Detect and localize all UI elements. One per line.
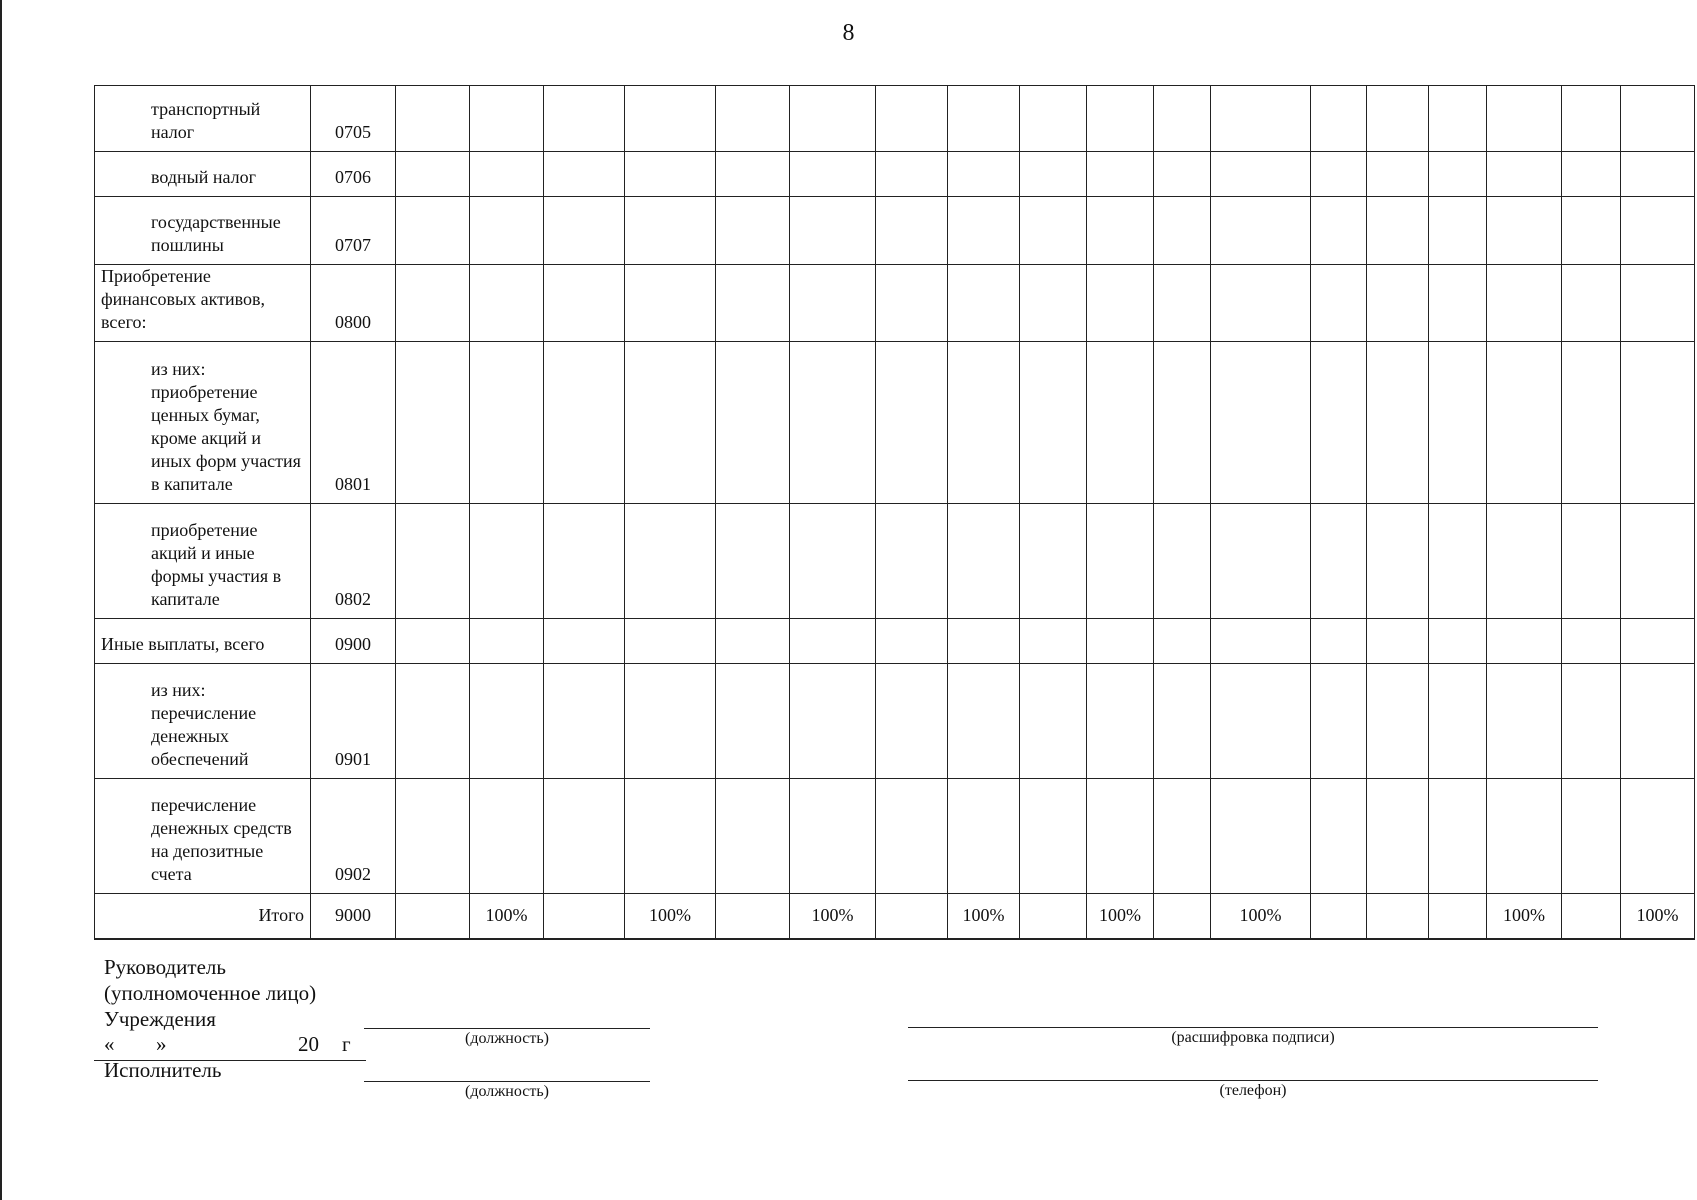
table-cell[interactable] bbox=[1429, 779, 1487, 894]
table-cell[interactable] bbox=[948, 779, 1020, 894]
budget-table bbox=[94, 85, 1695, 940]
table-cell[interactable] bbox=[1087, 619, 1154, 664]
table-cell[interactable] bbox=[625, 342, 716, 504]
table-cell[interactable] bbox=[1562, 664, 1621, 779]
table-cell[interactable] bbox=[1154, 265, 1211, 342]
table-cell[interactable] bbox=[1367, 504, 1429, 619]
date-year-suffix: г bbox=[342, 1032, 351, 1056]
table-cell[interactable] bbox=[716, 504, 790, 619]
total-cell[interactable]: 100% bbox=[470, 894, 544, 939]
row-code: 0900 bbox=[311, 619, 396, 664]
table-cell[interactable] bbox=[1020, 86, 1087, 152]
total-row bbox=[95, 894, 1695, 939]
table-cell[interactable] bbox=[1487, 779, 1562, 894]
table-cell[interactable] bbox=[948, 152, 1020, 197]
executor-phone-caption: (телефон) bbox=[1219, 1082, 1287, 1099]
table-cell[interactable] bbox=[1087, 152, 1154, 197]
table-row bbox=[95, 342, 1695, 504]
table-cell[interactable] bbox=[1367, 86, 1429, 152]
row-label: Иные выплаты, всего bbox=[95, 619, 311, 664]
total-cell[interactable] bbox=[1311, 894, 1367, 939]
table-cell[interactable] bbox=[948, 619, 1020, 664]
table-cell[interactable] bbox=[1211, 342, 1311, 504]
table-cell[interactable] bbox=[948, 504, 1020, 619]
date-year-prefix: 20 bbox=[298, 1032, 319, 1056]
table-cell[interactable] bbox=[1211, 664, 1311, 779]
table-cell[interactable] bbox=[1311, 619, 1367, 664]
table-cell[interactable] bbox=[716, 265, 790, 342]
table-cell[interactable] bbox=[716, 619, 790, 664]
table-cell[interactable] bbox=[1487, 152, 1562, 197]
row-code: 0800 bbox=[311, 265, 396, 342]
head-position-line[interactable] bbox=[364, 1028, 650, 1029]
executor-position-line[interactable] bbox=[364, 1081, 650, 1082]
table-cell[interactable] bbox=[1311, 664, 1367, 779]
table-cell[interactable] bbox=[1154, 86, 1211, 152]
total-cell[interactable] bbox=[876, 894, 948, 939]
table-cell[interactable] bbox=[1621, 664, 1695, 779]
table-cell[interactable] bbox=[1087, 664, 1154, 779]
table-cell[interactable] bbox=[1087, 342, 1154, 504]
table-cell[interactable] bbox=[1367, 779, 1429, 894]
table-cell[interactable] bbox=[625, 152, 716, 197]
table-cell[interactable] bbox=[1087, 265, 1154, 342]
total-cell[interactable] bbox=[1154, 894, 1211, 939]
table-cell[interactable] bbox=[470, 779, 544, 894]
table-cell[interactable] bbox=[1487, 265, 1562, 342]
table-cell[interactable] bbox=[625, 265, 716, 342]
table-cell[interactable] bbox=[396, 86, 470, 152]
table-cell[interactable] bbox=[470, 265, 544, 342]
table-cell[interactable] bbox=[1487, 664, 1562, 779]
table-cell[interactable] bbox=[1562, 619, 1621, 664]
row-code: 0902 bbox=[311, 779, 396, 894]
table-cell[interactable] bbox=[790, 265, 876, 342]
table-cell[interactable] bbox=[716, 779, 790, 894]
table-cell[interactable] bbox=[1020, 664, 1087, 779]
table-cell[interactable] bbox=[1562, 342, 1621, 504]
total-cell[interactable] bbox=[1562, 894, 1621, 939]
row-label: приобретение акций и иные формы участия в капитале bbox=[95, 504, 311, 619]
table-cell[interactable] bbox=[1311, 342, 1367, 504]
total-cell[interactable]: 100% bbox=[625, 894, 716, 939]
table-cell[interactable] bbox=[1562, 197, 1621, 265]
total-cell[interactable] bbox=[1429, 894, 1487, 939]
table-cell[interactable] bbox=[1154, 197, 1211, 265]
table-cell[interactable] bbox=[1562, 152, 1621, 197]
total-cell[interactable] bbox=[1020, 894, 1087, 939]
table-cell[interactable] bbox=[1154, 152, 1211, 197]
row-code: 0706 bbox=[311, 152, 396, 197]
table-cell[interactable] bbox=[1311, 152, 1367, 197]
table-cell[interactable] bbox=[1562, 86, 1621, 152]
total-cell[interactable] bbox=[1367, 894, 1429, 939]
table-row bbox=[95, 664, 1695, 779]
table-cell[interactable] bbox=[544, 197, 625, 265]
table-cell[interactable] bbox=[1087, 86, 1154, 152]
total-cell[interactable]: 100% bbox=[1487, 894, 1562, 939]
table-cell[interactable] bbox=[1367, 197, 1429, 265]
table-cell[interactable] bbox=[716, 152, 790, 197]
table-cell[interactable] bbox=[948, 197, 1020, 265]
table-cell[interactable] bbox=[1311, 86, 1367, 152]
date-line[interactable] bbox=[94, 1032, 366, 1061]
table-cell[interactable] bbox=[790, 197, 876, 265]
table-cell[interactable] bbox=[876, 342, 948, 504]
table-cell[interactable] bbox=[716, 342, 790, 504]
table-cell[interactable] bbox=[1087, 779, 1154, 894]
table-cell[interactable] bbox=[1429, 342, 1487, 504]
table-cell[interactable] bbox=[625, 86, 716, 152]
table-cell[interactable] bbox=[396, 664, 470, 779]
table-cell[interactable] bbox=[1429, 86, 1487, 152]
table-cell[interactable] bbox=[544, 152, 625, 197]
head-label: Руководитель (уполномоченное лицо) Учреждения bbox=[104, 955, 317, 1031]
table-cell[interactable] bbox=[1621, 619, 1695, 664]
table-cell[interactable] bbox=[396, 152, 470, 197]
total-cell[interactable]: 100% bbox=[948, 894, 1020, 939]
table-row bbox=[95, 504, 1695, 619]
table-row bbox=[95, 265, 1695, 342]
table-cell[interactable] bbox=[1367, 265, 1429, 342]
table-cell[interactable] bbox=[716, 664, 790, 779]
table-cell[interactable] bbox=[396, 504, 470, 619]
table-cell[interactable] bbox=[470, 86, 544, 152]
table-cell[interactable] bbox=[1311, 265, 1367, 342]
table-cell[interactable] bbox=[396, 342, 470, 504]
table-cell[interactable] bbox=[625, 504, 716, 619]
date-open-quote: « bbox=[104, 1032, 115, 1056]
row-label: перечисление денежных средств на депозитные счета bbox=[95, 779, 311, 894]
table-cell[interactable] bbox=[625, 779, 716, 894]
page-number: 8 bbox=[842, 20, 855, 46]
table-cell[interactable] bbox=[1211, 619, 1311, 664]
total-cell[interactable]: 100% bbox=[1621, 894, 1695, 939]
table-row bbox=[95, 86, 1695, 152]
table-cell[interactable] bbox=[1311, 197, 1367, 265]
total-cell[interactable]: 100% bbox=[1211, 894, 1311, 939]
table-cell[interactable] bbox=[1211, 779, 1311, 894]
table-cell[interactable] bbox=[790, 86, 876, 152]
table-cell[interactable] bbox=[544, 619, 625, 664]
table-cell[interactable] bbox=[876, 265, 948, 342]
table-cell[interactable] bbox=[396, 619, 470, 664]
table-cell[interactable] bbox=[876, 86, 948, 152]
table-cell[interactable] bbox=[470, 197, 544, 265]
table-row bbox=[95, 619, 1695, 664]
table-cell[interactable] bbox=[1367, 342, 1429, 504]
row-label: транспортный налог bbox=[95, 86, 311, 152]
date-close-quote: » bbox=[156, 1032, 167, 1056]
table-cell[interactable] bbox=[1621, 779, 1695, 894]
table-cell[interactable] bbox=[948, 342, 1020, 504]
table-cell[interactable] bbox=[790, 342, 876, 504]
table-cell[interactable] bbox=[1562, 265, 1621, 342]
row-label: водный налог bbox=[95, 152, 311, 197]
total-cell[interactable] bbox=[716, 894, 790, 939]
row-label: из них: приобретение ценных бумаг, кроме акций и иных форм участия в капитале bbox=[95, 342, 311, 504]
table-cell[interactable] bbox=[876, 664, 948, 779]
row-label: из них: перечисление денежных обеспечений bbox=[95, 664, 311, 779]
table-cell[interactable] bbox=[1311, 504, 1367, 619]
table-cell[interactable] bbox=[470, 152, 544, 197]
total-code: 9000 bbox=[311, 894, 396, 939]
head-decode-caption: (расшифровка подписи) bbox=[1171, 1029, 1335, 1046]
table-row bbox=[95, 779, 1695, 894]
table-cell[interactable] bbox=[1211, 152, 1311, 197]
table-cell[interactable] bbox=[1487, 342, 1562, 504]
table-cell[interactable] bbox=[1367, 619, 1429, 664]
table-cell[interactable] bbox=[625, 197, 716, 265]
table-cell[interactable] bbox=[1621, 152, 1695, 197]
executor-phone-line[interactable] bbox=[908, 1080, 1598, 1081]
table-cell[interactable] bbox=[625, 664, 716, 779]
table-cell[interactable] bbox=[1020, 152, 1087, 197]
table-cell[interactable] bbox=[790, 152, 876, 197]
table-cell[interactable] bbox=[1621, 86, 1695, 152]
row-code: 0901 bbox=[311, 664, 396, 779]
table-cell[interactable] bbox=[876, 779, 948, 894]
table-cell[interactable] bbox=[948, 664, 1020, 779]
row-code: 0801 bbox=[311, 342, 396, 504]
table-cell[interactable] bbox=[1429, 197, 1487, 265]
table-cell[interactable] bbox=[1429, 265, 1487, 342]
table-cell[interactable] bbox=[716, 86, 790, 152]
table-cell[interactable] bbox=[1487, 197, 1562, 265]
table-cell[interactable] bbox=[470, 504, 544, 619]
table-cell[interactable] bbox=[470, 619, 544, 664]
table-cell[interactable] bbox=[1020, 265, 1087, 342]
table-cell[interactable] bbox=[396, 265, 470, 342]
table-cell[interactable] bbox=[876, 197, 948, 265]
table-cell[interactable] bbox=[1621, 265, 1695, 342]
table-cell[interactable] bbox=[1087, 197, 1154, 265]
table-cell[interactable] bbox=[544, 504, 625, 619]
table-cell[interactable] bbox=[1367, 152, 1429, 197]
table-cell[interactable] bbox=[1367, 664, 1429, 779]
row-label: государственные пошлины bbox=[95, 197, 311, 265]
table-cell[interactable] bbox=[1020, 504, 1087, 619]
table-cell[interactable] bbox=[1154, 342, 1211, 504]
table-cell[interactable] bbox=[1020, 342, 1087, 504]
table-cell[interactable] bbox=[544, 265, 625, 342]
head-decode-line[interactable] bbox=[908, 1027, 1598, 1028]
table-cell[interactable] bbox=[544, 664, 625, 779]
row-code: 0707 bbox=[311, 197, 396, 265]
table-cell[interactable] bbox=[1487, 504, 1562, 619]
total-label: Итого bbox=[95, 894, 311, 939]
table-cell[interactable] bbox=[716, 197, 790, 265]
table-cell[interactable] bbox=[1211, 86, 1311, 152]
table-cell[interactable] bbox=[470, 664, 544, 779]
table-row bbox=[95, 197, 1695, 265]
table-cell[interactable] bbox=[544, 342, 625, 504]
table-cell[interactable] bbox=[1154, 779, 1211, 894]
table-cell[interactable] bbox=[396, 197, 470, 265]
table-cell[interactable] bbox=[1020, 619, 1087, 664]
table-cell[interactable] bbox=[1429, 504, 1487, 619]
table-cell[interactable] bbox=[876, 504, 948, 619]
table-cell[interactable] bbox=[1621, 504, 1695, 619]
table-cell[interactable] bbox=[625, 619, 716, 664]
head-position-caption: (должность) bbox=[465, 1030, 549, 1047]
table-cell[interactable] bbox=[1621, 342, 1695, 504]
table-cell[interactable] bbox=[1087, 504, 1154, 619]
table-cell[interactable] bbox=[948, 86, 1020, 152]
table-cell[interactable] bbox=[1154, 619, 1211, 664]
table-cell[interactable] bbox=[1487, 619, 1562, 664]
table-cell[interactable] bbox=[1621, 197, 1695, 265]
table-cell[interactable] bbox=[1154, 504, 1211, 619]
table-cell[interactable] bbox=[1562, 779, 1621, 894]
executor-label: Исполнитель bbox=[104, 1058, 222, 1082]
table-cell[interactable] bbox=[1429, 619, 1487, 664]
total-cell[interactable]: 100% bbox=[1087, 894, 1154, 939]
row-code: 0705 bbox=[311, 86, 396, 152]
table-cell[interactable] bbox=[1562, 504, 1621, 619]
row-label: Приобретение финансовых активов, всего: bbox=[95, 265, 311, 342]
table-cell[interactable] bbox=[1429, 152, 1487, 197]
table-cell[interactable] bbox=[1020, 197, 1087, 265]
table-cell[interactable] bbox=[1020, 779, 1087, 894]
total-cell[interactable] bbox=[544, 894, 625, 939]
table-cell[interactable] bbox=[396, 779, 470, 894]
table-cell[interactable] bbox=[876, 152, 948, 197]
table-cell[interactable] bbox=[544, 86, 625, 152]
total-cell[interactable]: 100% bbox=[790, 894, 876, 939]
table-cell[interactable] bbox=[1211, 197, 1311, 265]
table-cell[interactable] bbox=[1311, 779, 1367, 894]
left-margin-rule bbox=[0, 0, 2, 1200]
table-cell[interactable] bbox=[876, 619, 948, 664]
table-cell[interactable] bbox=[790, 619, 876, 664]
table-cell[interactable] bbox=[544, 779, 625, 894]
row-code: 0802 bbox=[311, 504, 396, 619]
table-cell[interactable] bbox=[948, 265, 1020, 342]
table-cell[interactable] bbox=[1487, 86, 1562, 152]
table-cell[interactable] bbox=[790, 664, 876, 779]
table-row bbox=[95, 152, 1695, 197]
executor-position-caption: (должность) bbox=[465, 1083, 549, 1100]
total-cell[interactable] bbox=[396, 894, 470, 939]
table-cell[interactable] bbox=[1211, 504, 1311, 619]
table-cell[interactable] bbox=[1154, 664, 1211, 779]
table-cell[interactable] bbox=[1211, 265, 1311, 342]
table-cell[interactable] bbox=[790, 504, 876, 619]
table-cell[interactable] bbox=[790, 779, 876, 894]
table-cell[interactable] bbox=[470, 342, 544, 504]
table-cell[interactable] bbox=[1429, 664, 1487, 779]
